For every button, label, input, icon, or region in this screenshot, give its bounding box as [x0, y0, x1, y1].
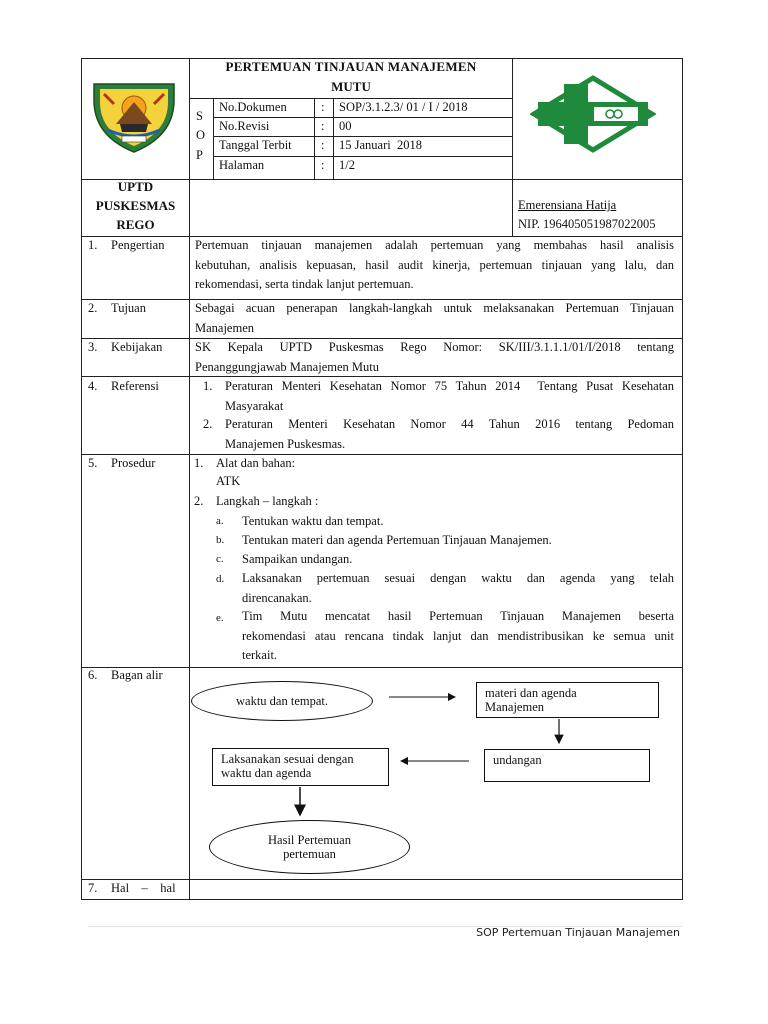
section-number: 7. [88, 881, 98, 895]
step-letter: b. [216, 534, 225, 546]
org-name-line3: REGO [116, 217, 155, 232]
doc-label-tanggal-terbit: Tanggal Terbit [219, 138, 292, 152]
text-line: Peraturan Menteri Kesehatan Nomor 75 Tahun 2014 Tentang Pusat Kesehatan [225, 379, 674, 393]
alat-bahan-value: ATK [216, 474, 241, 488]
org-name-line1: UPTD [117, 179, 154, 194]
right-header-divider [512, 58, 513, 237]
document-title-line1: PERTEMUAN TINJAUAN MANAJEMEN [225, 59, 477, 74]
sop-letter-s: S [196, 109, 203, 123]
signer-nip: NIP. 196405051987022005 [518, 217, 656, 231]
doc-label-no-revisi: No.Revisi [219, 119, 270, 133]
flow-node-laksanakan: Laksanakan sesuai dengan waktu dan agenda [212, 748, 389, 786]
puskesmas-cross-logo [530, 74, 656, 154]
text-line: Laksanakan pertemuan sesuai dengan waktu dan agenda yang telah [242, 571, 674, 585]
section-label-bagan-alir: Bagan alir [111, 668, 163, 682]
reference-number: 2. [203, 417, 213, 431]
flow-node-materi: materi dan agenda Manajemen [476, 682, 659, 718]
doc-value-no-dokumen: SOP/3.1.2.3/ 01 / I / 2018 [339, 100, 468, 114]
section-label-kebijakan: Kebijakan [111, 340, 163, 354]
doc-sep: : [321, 158, 325, 172]
doc-table-col1 [213, 98, 214, 179]
reference-item-2 [225, 415, 674, 454]
doc-table-col3 [333, 98, 334, 179]
section-number: 5. [88, 456, 98, 470]
doc-sep: : [321, 138, 325, 152]
step-e-text [242, 607, 674, 666]
flow-node-undangan: undangan [484, 749, 650, 782]
text-line: Sebagai acuan penerapan langkah-langkah untuk melaksanakan Pertemuan Tinjauan [195, 301, 674, 315]
flow-node-label: waktu dan tempat. [236, 694, 328, 708]
section-label-tujuan: Tujuan [111, 301, 146, 315]
text-line: terkait. [242, 648, 278, 662]
pengertian-text [195, 236, 674, 295]
doc-label-halaman: Halaman [219, 158, 265, 172]
tujuan-text [195, 299, 674, 338]
regency-crest-logo [88, 80, 180, 154]
flow-node-hasil [209, 820, 410, 874]
text-line: rekomendasi, serta tindak lanjut pertemuan. [195, 277, 414, 291]
reference-number: 1. [203, 379, 213, 393]
step-letter: e. [216, 612, 224, 624]
alat-bahan-title: Alat dan bahan: [216, 456, 296, 470]
step-d-text [242, 569, 674, 608]
document-title-line2: MUTU [331, 79, 371, 94]
prosedur-item-number: 2. [194, 494, 204, 508]
border-right [682, 58, 683, 900]
section-label-prosedur: Prosedur [111, 456, 156, 470]
doc-sep: : [321, 119, 325, 133]
sop-letter-p: P [196, 148, 203, 162]
doc-table-col2 [314, 98, 315, 179]
text-line: SK Kepala UPTD Puskesmas Rego Nomor: SK/III/3.1.1.1/01/I/2018 tentang [195, 340, 674, 354]
doc-sep: : [321, 100, 325, 114]
text-line: Manajemen Puskesmas. [225, 436, 346, 451]
text-line: rekomendasi atau rencana tindak lanjut dan mendistribusikan ke semua unit [242, 628, 674, 643]
text-line: Masyarakat [225, 398, 284, 413]
step-letter: d. [216, 573, 225, 585]
text-line: Tim Mutu mencatat hasil Pertemuan Tinjauan Manajemen beserta [242, 609, 674, 623]
text-line: Manajemen [195, 320, 255, 335]
doc-label-no-dokumen: No.Dokumen [219, 100, 287, 114]
org-name-line2: PUSKESMAS [95, 198, 176, 213]
text-line: Peraturan Menteri Kesehatan Nomor 44 Tahun 2016 tentang Pedoman [225, 417, 674, 431]
langkah-title: Langkah – langkah : [216, 494, 319, 508]
flow-node-label: Hasil Pertemuan pertemuan [268, 833, 351, 861]
section-number: 3. [88, 340, 98, 354]
sop-letter-o: O [196, 128, 206, 142]
prosedur-item-number: 1. [194, 456, 204, 470]
section-number: 4. [88, 379, 98, 393]
section-number: 1. [88, 238, 98, 252]
text-line: Penanggungjawab Manajemen Mutu [195, 359, 379, 374]
section-number: 6. [88, 668, 98, 682]
text-line: kebutuhan, analisis kepuasan, hasil audit kinerja, pertemuan tinjauan yang lalu, dan [195, 257, 674, 272]
section-label-referensi: Referensi [111, 379, 159, 393]
step-c-text: Sampaikan undangan. [242, 552, 353, 566]
doc-value-halaman: 1/2 [339, 158, 355, 172]
reference-item-1 [225, 377, 674, 416]
signer-name: Emerensiana Hatija [518, 198, 617, 212]
footer-text: SOP Pertemuan Tinjauan Manajemen [476, 926, 680, 939]
step-letter: a. [216, 515, 224, 527]
section-label-pengertian: Pengertian [111, 238, 165, 252]
section-number: 2. [88, 301, 98, 315]
section-divider-5 [81, 454, 683, 455]
section-label-hal-hal: Hal – hal [111, 881, 176, 895]
kebijakan-text [195, 338, 674, 377]
flow-node-start [191, 681, 373, 721]
step-letter: c. [216, 553, 224, 565]
text-line: direncanakan. [242, 590, 312, 605]
step-a-text: Tentukan waktu dan tempat. [242, 514, 384, 528]
border-bottom [81, 899, 683, 900]
text-line: Pertemuan tinjauan manajemen adalah pertemuan yang membahas hasil analisis [195, 238, 674, 252]
doc-value-tanggal-terbit: 15 Januari 2018 [339, 138, 422, 152]
doc-value-no-revisi: 00 [339, 119, 352, 133]
step-b-text: Tentukan materi dan agenda Pertemuan Tinjauan Manajemen. [242, 533, 552, 547]
